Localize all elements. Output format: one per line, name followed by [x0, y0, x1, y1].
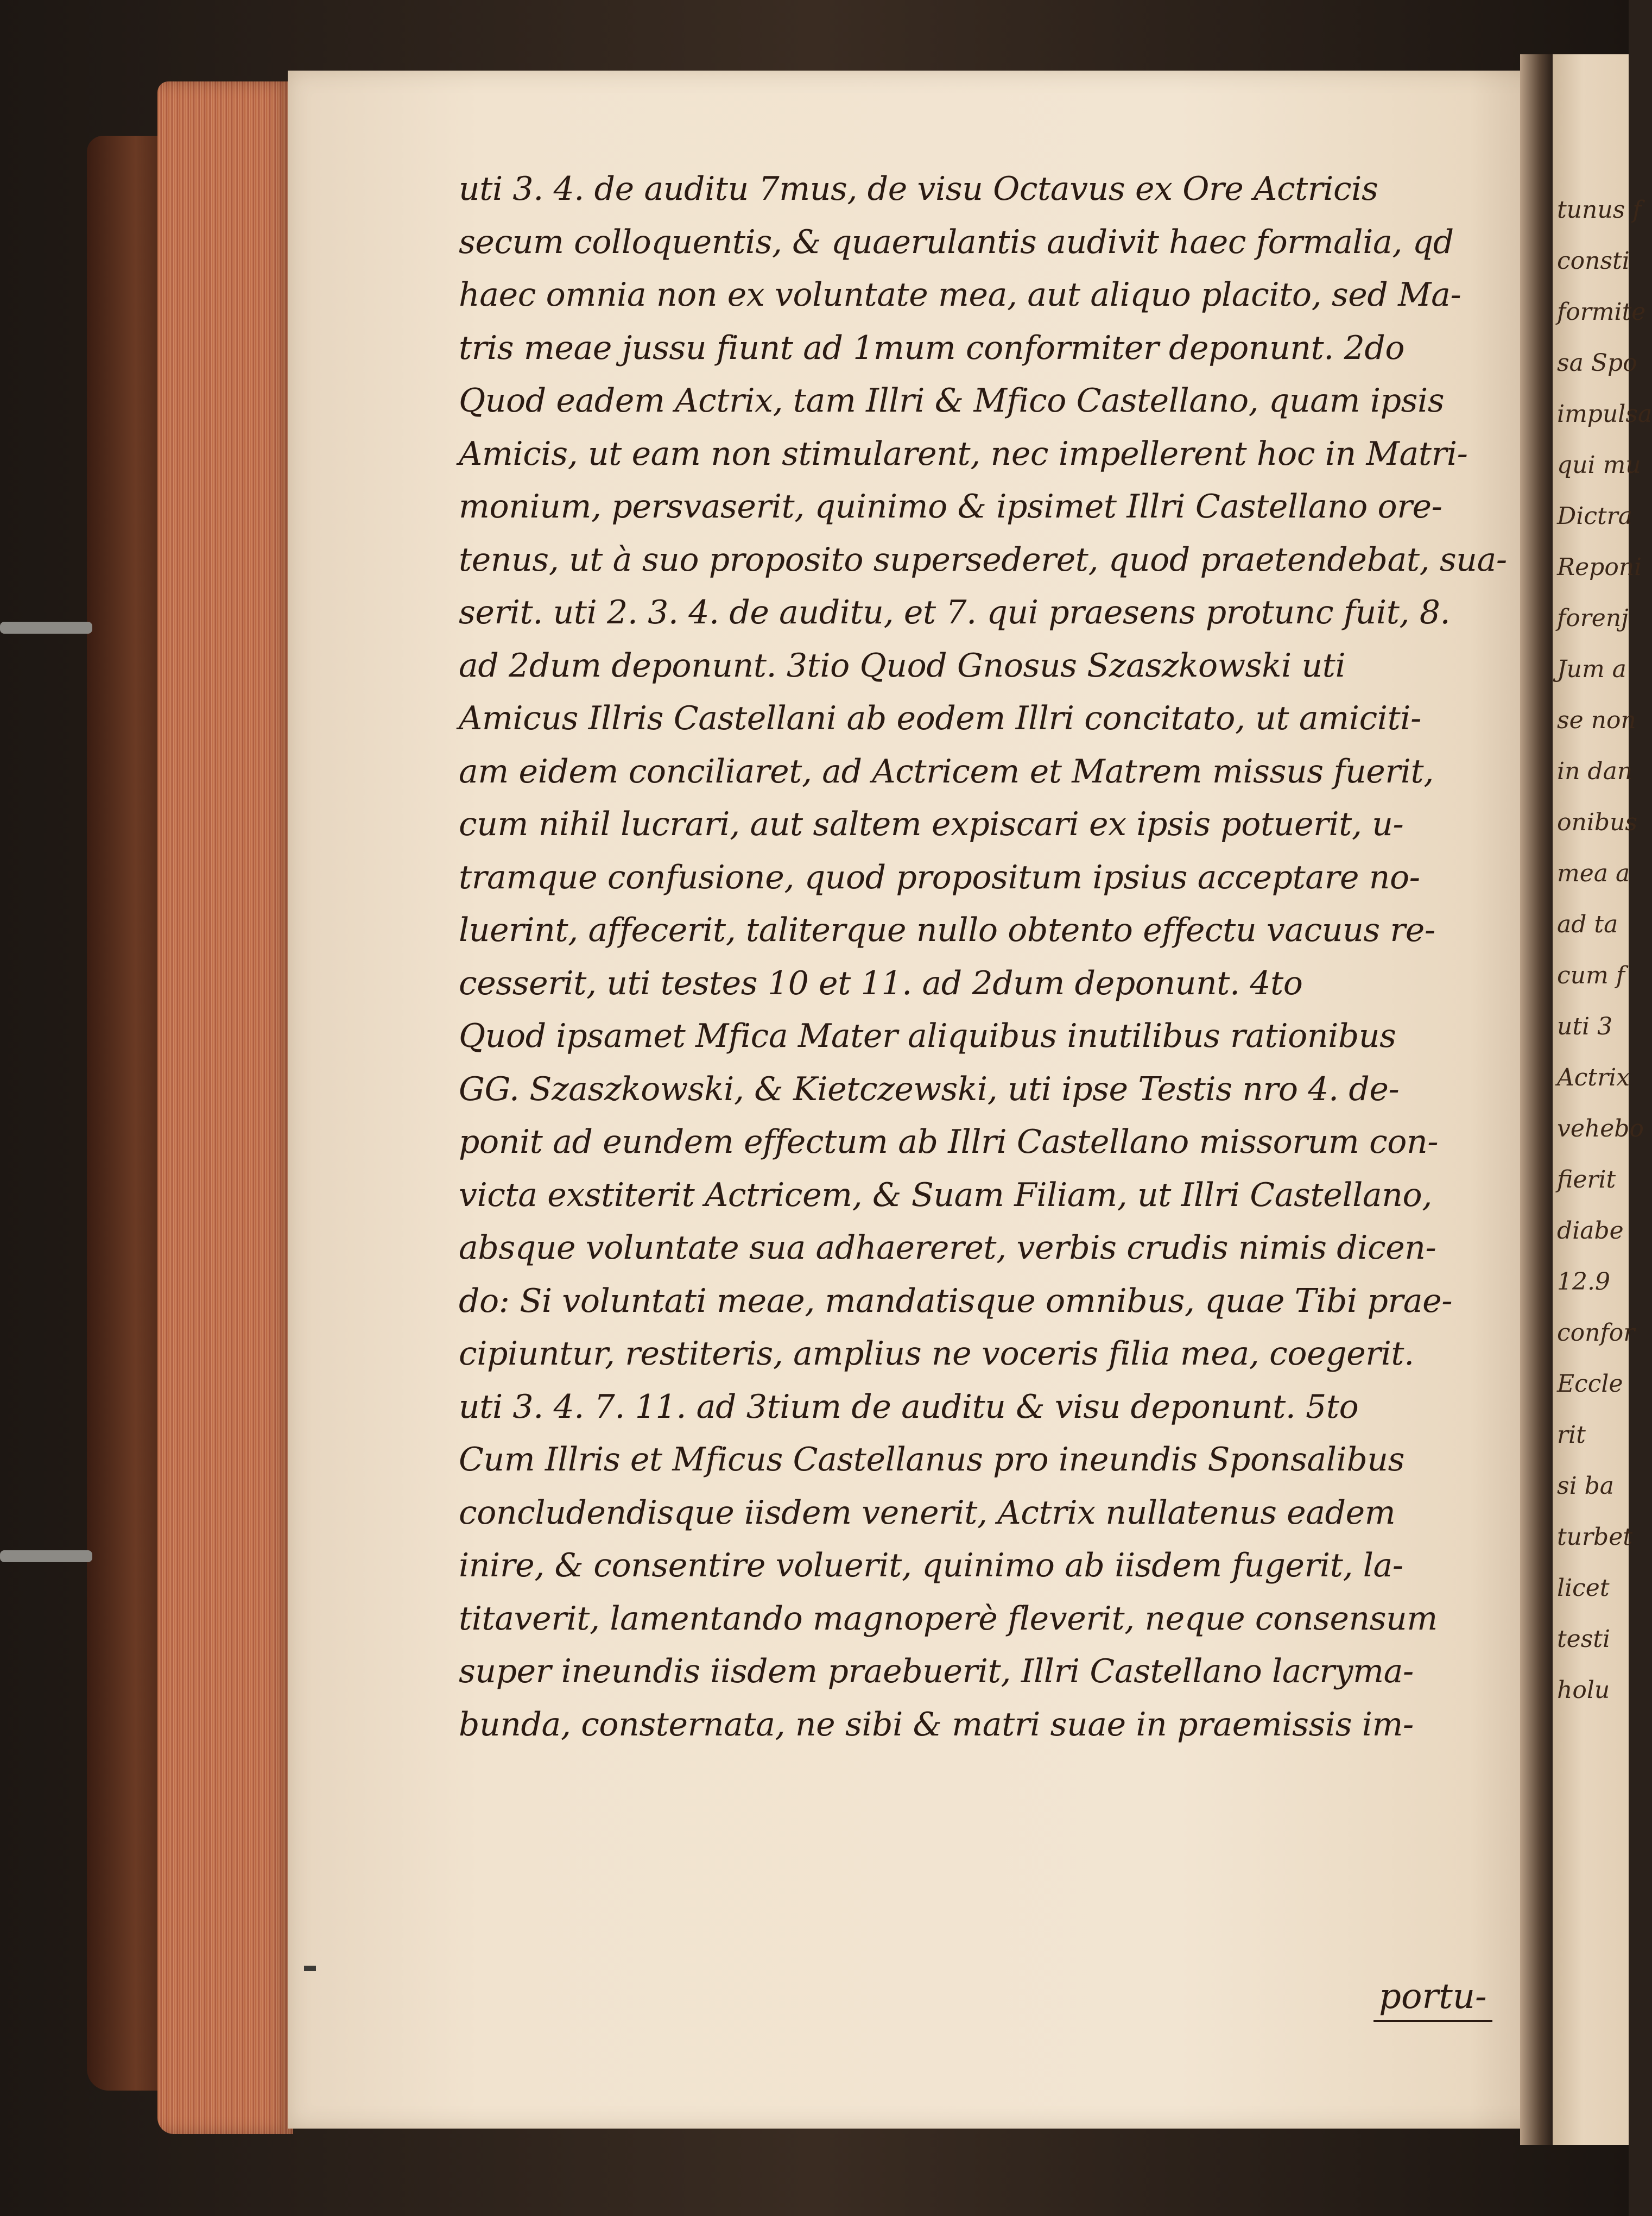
clasp-bottom	[0, 1550, 92, 1562]
facing-page-fragment: turbet	[1557, 1523, 1632, 1551]
facing-page-fragment: Actrix	[1557, 1064, 1630, 1091]
facing-page-fragment: holu	[1557, 1676, 1610, 1704]
manuscript-line: super ineundis iisdem praebuerit, Illri Castellano lacryma-	[459, 1652, 1414, 1690]
manuscript-line: inire, & consentire voluerit, quinimo ab iisdem fugerit, la-	[459, 1546, 1403, 1584]
manuscript-line: luerint, affecerit, taliterque nullo obtento effectu vacuus re-	[459, 911, 1435, 949]
facing-page-fragment: consti	[1557, 247, 1630, 275]
facing-page-fragment: sa Spo	[1557, 349, 1637, 377]
manuscript-line: Quod eadem Actrix, tam Illri & Mfico Castellano, quam ipsis	[459, 382, 1445, 420]
manuscript-line: concludendisque iisdem venerit, Actrix nullatenus eadem	[459, 1493, 1396, 1532]
manuscript-line: cesserit, uti testes 10 et 11. ad 2dum deponunt. 4to	[459, 964, 1303, 1002]
book-gutter	[1520, 54, 1553, 2145]
facing-page-fragment: Dictra	[1557, 502, 1632, 530]
facing-page-text	[1557, 185, 1652, 1716]
manuscript-line: cum nihil lucrari, aut saltem expiscari ex ipsis potuerit, u-	[459, 805, 1404, 843]
manuscript-text	[459, 163, 1517, 1751]
manuscript-line: do: Si voluntati meae, mandatisque omnibus, quae Tibi prae-	[459, 1281, 1453, 1320]
facing-page-fragment: Eccle	[1557, 1370, 1623, 1398]
page-edges	[157, 81, 293, 2134]
facing-page-fragment: confor	[1557, 1319, 1635, 1347]
facing-page-fragment: mea a	[1557, 860, 1630, 887]
manuscript-line: absque voluntate sua adhaereret, verbis crudis nimis dicen-	[459, 1229, 1436, 1267]
manuscript-line: Amicis, ut eam non stimularent, nec impellerent hoc in Matri-	[459, 434, 1468, 473]
manuscript-line: uti 3. 4. 7. 11. ad 3tium de auditu & visu deponunt. 5to	[459, 1387, 1359, 1426]
facing-page-fragment: vehebo	[1557, 1115, 1644, 1142]
manuscript-line: victa exstiterit Actricem, & Suam Filiam, ut Illri Castellano,	[459, 1176, 1432, 1214]
facing-page-fragment: in dan	[1557, 757, 1633, 785]
manuscript-line: uti 3. 4. de auditu 7mus, de visu Octavus ex Ore Actricis	[459, 170, 1378, 208]
manuscript-line: tenus, ut à suo proposito supersederet, quod praetendebat, sua-	[459, 540, 1507, 579]
facing-page-fragment: tunus f	[1557, 196, 1642, 224]
facing-page-fragment: qui mu	[1557, 451, 1641, 479]
facing-page-fragment: licet	[1557, 1574, 1610, 1602]
manuscript-line: bunda, consternata, ne sibi & matri suae in praemissis im-	[459, 1705, 1414, 1744]
facing-page-fragment: se non	[1557, 706, 1636, 734]
facing-page-fragment: formite	[1557, 298, 1646, 326]
facing-page-fragment: si ba	[1557, 1472, 1615, 1500]
facing-page-fragment: impulsa	[1557, 400, 1652, 428]
manuscript-line: ponit ad eundem effectum ab Illri Castellano missorum con-	[459, 1123, 1439, 1161]
facing-page-fragment: Jum a	[1557, 655, 1626, 683]
manuscript-line: Quod ipsamet Mfica Mater aliquibus inutilibus rationibus	[459, 1017, 1396, 1055]
facing-page-fragment: uti 3	[1557, 1013, 1613, 1040]
facing-page	[1553, 54, 1652, 2145]
manuscript-line: titaverit, lamentando magnoperè fleverit, neque consensum	[459, 1599, 1438, 1638]
manuscript-line: GG. Szaszkowski, & Kietczewski, uti ipse Testis nro 4. de-	[459, 1070, 1400, 1108]
manuscript-line: Cum Illris et Mficus Castellanus pro ineundis Sponsalibus	[459, 1441, 1404, 1479]
manuscript-line: Amicus Illris Castellani ab eodem Illri concitato, ut amiciti-	[459, 699, 1421, 737]
book-cover	[87, 136, 168, 2091]
manuscript-line: secum colloquentis, & quaerulantis audivit haec formalia, qd	[459, 223, 1454, 261]
facing-page-fragment: ad ta	[1557, 911, 1618, 938]
clasp-top	[0, 622, 92, 634]
facing-page-fragment: Reponi	[1557, 553, 1642, 581]
manuscript-line: haec omnia non ex voluntate mea, aut aliquo placito, sed Ma-	[459, 276, 1461, 314]
manuscript-line: monium, persvaserit, quinimo & ipsimet Illri Castellano ore-	[459, 488, 1442, 526]
manuscript-line: am eidem conciliaret, ad Actricem et Matrem missus fuerit,	[459, 752, 1434, 791]
facing-page-fragment: forenj	[1557, 604, 1629, 632]
manuscript-line: ad 2dum deponunt. 3tio Quod Gnosus Szaszkowski uti	[459, 646, 1346, 685]
facing-page-fragment: testi	[1557, 1625, 1611, 1653]
manuscript-line: serit. uti 2. 3. 4. de auditu, et 7. qui praesens protunc fuit, 8.	[459, 594, 1451, 632]
facing-page-fragment: fierit	[1557, 1166, 1616, 1194]
pencil-mark	[304, 1966, 316, 1971]
facing-page-fragment: 12.9	[1557, 1268, 1610, 1296]
manuscript-line: tris meae jussu fiunt ad 1mum conformiter deponunt. 2do	[459, 329, 1405, 367]
catchword: portu-	[1373, 1977, 1492, 2022]
facing-page-fragment: diabe	[1557, 1217, 1624, 1245]
manuscript-line: cipiuntur, restiteris, amplius ne voceris filia mea, coegerit.	[459, 1335, 1414, 1373]
manuscript-line: tramque confusione, quod propositum ipsius acceptare no-	[459, 858, 1420, 896]
facing-page-fragment: onibus	[1557, 809, 1637, 836]
facing-page-fragment: cum f	[1557, 962, 1625, 989]
facing-page-fragment: rit	[1557, 1421, 1586, 1449]
